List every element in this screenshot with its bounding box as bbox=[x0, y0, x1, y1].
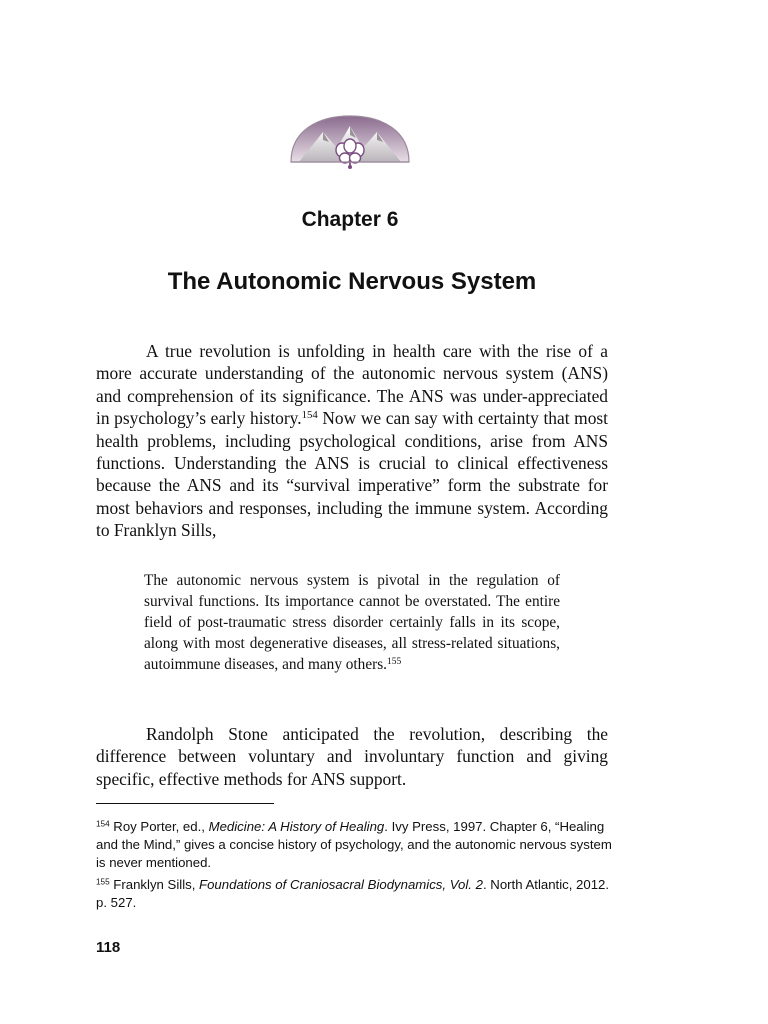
footnote-book-title: Medicine: A History of Healing bbox=[208, 819, 385, 834]
footnote-text: Franklyn Sills, bbox=[109, 877, 200, 892]
paragraph-intro-text-a: A true revolution is unfolding in health care with the rise of a more accurate understanding of the autonomic nervous system (ANS) and comprehension of its significance. The ANS was under-appreciated in psychology’s early history. bbox=[96, 341, 608, 429]
paragraph-stone: Randolph Stone anticipated the revolution, describing the difference between voluntary and involuntary function and giving specific, effective methods for ANS support. bbox=[96, 724, 608, 789]
chapter-number: Chapter 6 bbox=[301, 208, 399, 231]
footnote-154 bbox=[96, 818, 616, 872]
footnote-155 bbox=[96, 876, 616, 912]
chapter-logo-mountains-flower bbox=[289, 112, 411, 170]
footnotes bbox=[96, 818, 616, 916]
page-number: 118 bbox=[96, 939, 121, 956]
footnote-number: 155 bbox=[96, 877, 110, 887]
paragraph-intro bbox=[96, 340, 608, 542]
block-quote-sills bbox=[144, 570, 560, 675]
footnote-number: 154 bbox=[96, 819, 110, 829]
footnote-ref-154: 154 bbox=[301, 409, 318, 422]
footnote-divider bbox=[96, 803, 274, 804]
chapter-title: The Autonomic Nervous System bbox=[167, 268, 537, 295]
footnote-text: . Ivy Press, 1997. Chapter 6, “Healing and the Mind,” gives a concise history of psychology, and the autonomic nervous system is never mentioned. bbox=[96, 819, 612, 870]
footnote-text: Roy Porter, ed., bbox=[109, 819, 209, 834]
footnote-text: . North Atlantic, 2012. p. 527. bbox=[96, 877, 610, 910]
block-quote-text: The autonomic nervous system is pivotal in the regulation of survival functions. Its importance cannot be overstated. The entire field of post-traumatic stress disorder certainly falls in its scope, along with most degenerative diseases, all stress-related situations, autoimmune diseases, and many others. bbox=[144, 572, 560, 673]
footnote-book-title: Foundations of Craniosacral Biodynamics, Vol. 2 bbox=[199, 877, 483, 892]
paragraph-intro-text-b: Now we can say with certainty that most health problems, including psychological conditions, arise from ANS functions. Understanding the ANS is crucial to clinical effectiveness because the ANS and its “survival imperative” form the substrate for most behaviors and responses, including the immune system. According to Franklyn Sills, bbox=[96, 408, 608, 541]
footnote-ref-155: 155 bbox=[387, 656, 402, 667]
